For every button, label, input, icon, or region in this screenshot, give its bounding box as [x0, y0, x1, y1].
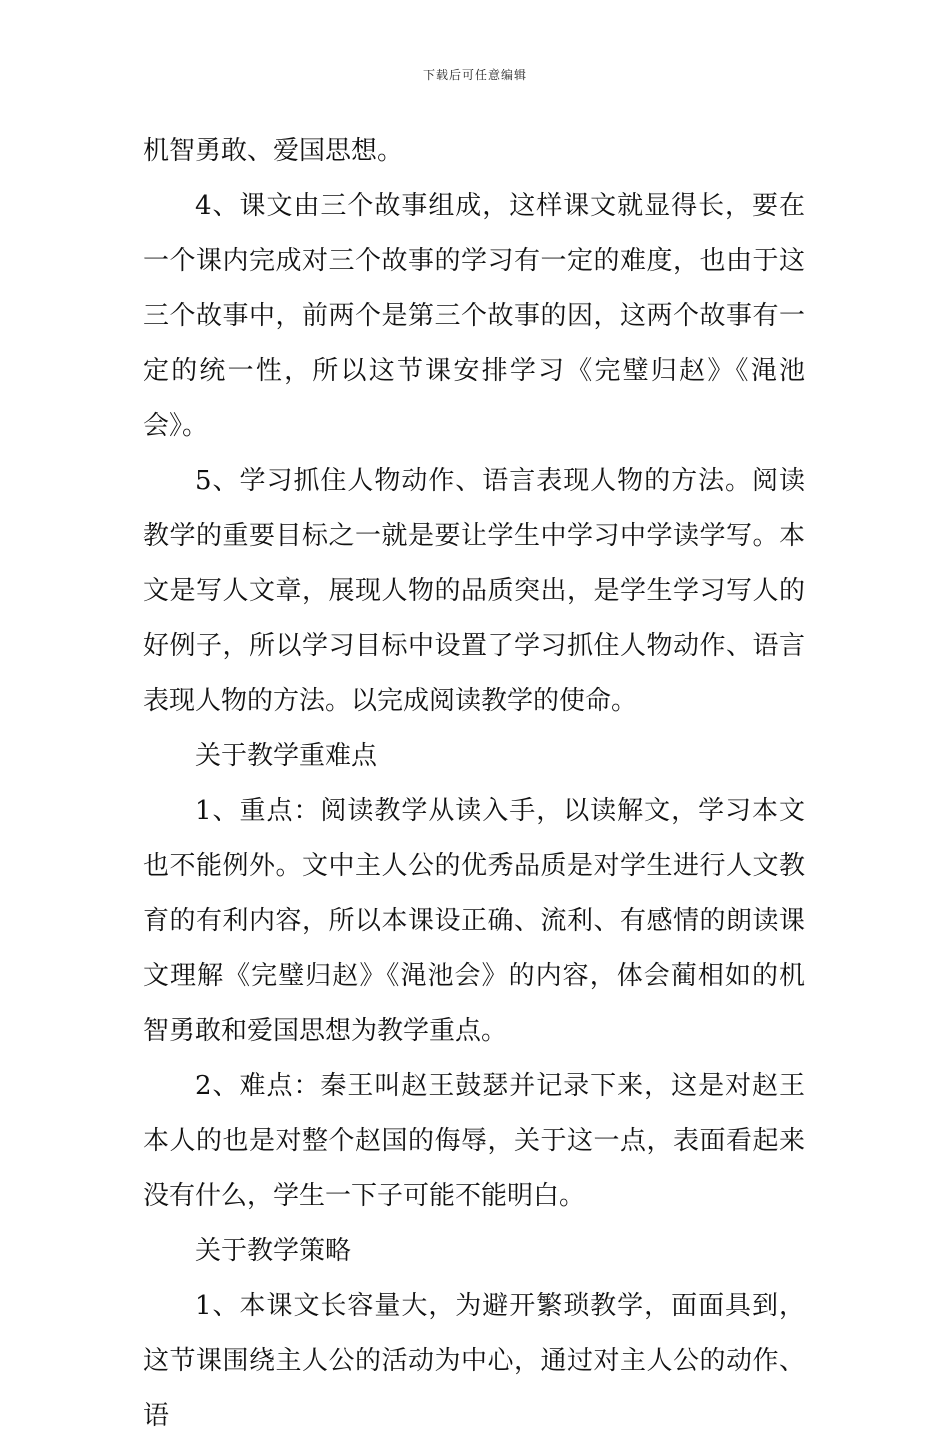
header-note: 下载后可任意编辑	[422, 68, 527, 82]
paragraph-point-4: 4、课文由三个故事组成，这样课文就显得长，要在一个课内完成对三个故事的学习有一定的难度，也由于这三个故事中，前两个是第三个故事的因，这两个故事有一定的统一性，所以这节课安排学习《完璧归赵》《渑池会》。	[143, 191, 805, 441]
section-heading-strategy: 关于教学策略	[195, 1236, 352, 1266]
paragraph-strategy-1: 1、本课文长容量大，为避开繁琐教学，面面具到，这节课围绕主人公的活动为中心，通过对主人公的动作、语	[143, 1291, 805, 1431]
paragraph-continuation: 机智勇敢、爱国思想。	[143, 136, 404, 166]
paragraph-difficulty-2: 2、难点：秦王叫赵王鼓瑟并记录下来，这是对赵王本人的也是对整个赵国的侮辱，关于这一点，表面看起来没有什么，学生一下子可能不能明白。	[143, 1071, 805, 1211]
paragraph-key-point-1: 1、重点：阅读教学从读入手，以读解文，学习本文也不能例外。文中主人公的优秀品质是对学生进行人文教育的有利内容，所以本课设正确、流利、有感情的朗读课文理解《完璧归赵》《渑池会》的内容，体会蔺相如的机智勇敢和爱国思想为教学重点。	[143, 796, 805, 1046]
section-heading-key-points: 关于教学重难点	[195, 741, 378, 771]
paragraph-point-5: 5、学习抓住人物动作、语言表现人物的方法。阅读教学的重要目标之一就是要让学生中学习中学读学写。本文是写人文章，展现人物的品质突出，是学生学习写人的好例子，所以学习目标中设置了学习抓住人物动作、语言表现人物的方法。以完成阅读教学的使命。	[143, 466, 805, 716]
document-body	[143, 124, 805, 1444]
